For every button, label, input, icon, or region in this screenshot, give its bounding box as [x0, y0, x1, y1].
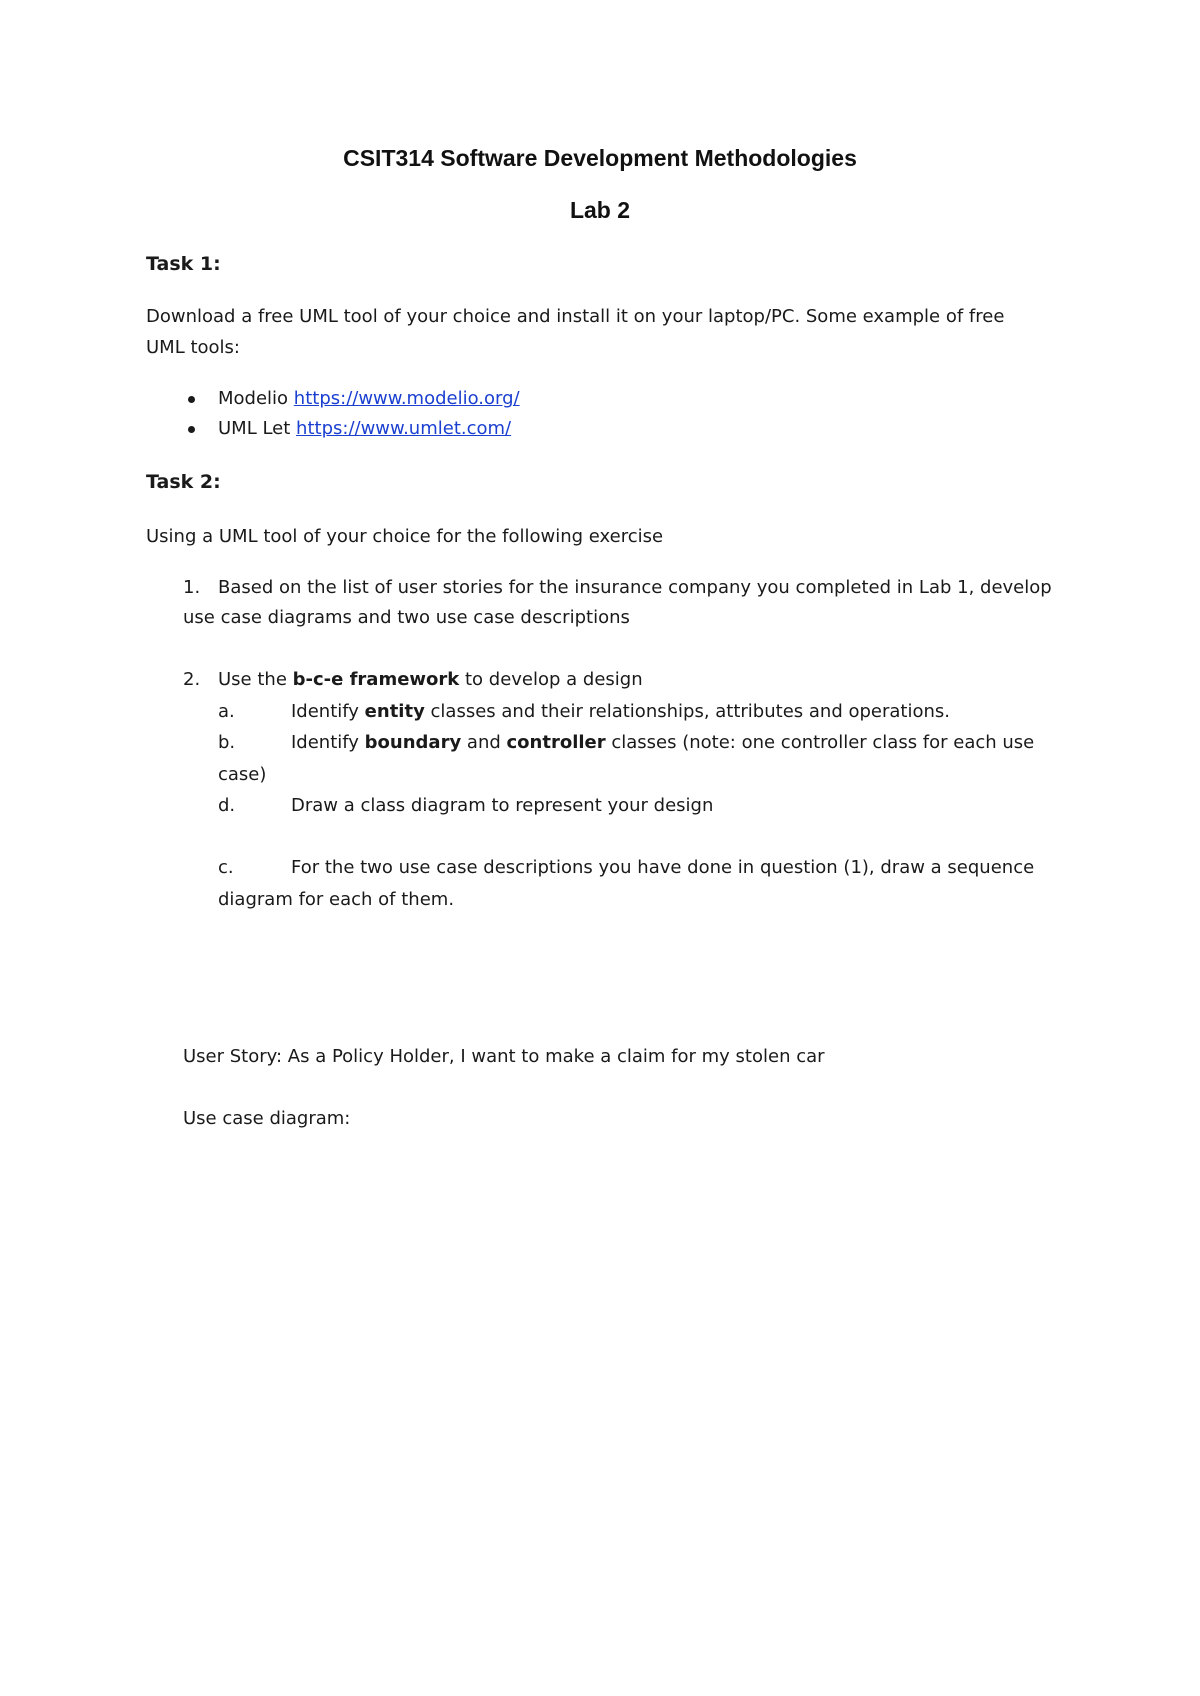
modelio-link[interactable]: https://www.modelio.org/	[293, 388, 520, 409]
item1-line2: use case diagrams and two use case descriptions	[183, 607, 630, 628]
bullet-icon	[188, 426, 195, 433]
document-title: CSIT314 Software Development Methodologies	[343, 145, 857, 171]
task2-heading: Task 2:	[146, 471, 221, 493]
entity-term: entity	[364, 701, 425, 722]
umlet-link[interactable]: https://www.umlet.com/	[296, 418, 512, 439]
tool-name: Modelio	[218, 388, 289, 409]
user-story: User Story: As a Policy Holder, I want to make a claim for my stolen car	[183, 1046, 825, 1067]
sub-a-text: Identify entity classes and their relationships, attributes and operations.	[291, 701, 950, 722]
controller-term: controller	[506, 732, 606, 753]
sub-d-text: Draw a class diagram to represent your design	[291, 795, 714, 816]
sub-c-line1: For the two use case descriptions you have done in question (1), draw a sequence	[291, 857, 1035, 878]
sub-b-letter: b.	[218, 732, 236, 753]
bce-framework-term: b-c-e framework	[292, 669, 460, 690]
sub-d-letter: d.	[218, 795, 236, 816]
task1-paragraph-line1: Download a free UML tool of your choice and install it on your laptop/PC. Some example of free	[146, 306, 1005, 327]
task2-intro: Using a UML tool of your choice for the following exercise	[146, 526, 664, 547]
task1-heading: Task 1:	[146, 253, 221, 275]
sub-c-line2: diagram for each of them.	[218, 889, 455, 910]
boundary-term: boundary	[364, 732, 462, 753]
use-case-diagram-label: Use case diagram:	[183, 1108, 351, 1129]
sub-b-line2: case)	[218, 764, 267, 785]
item2-number: 2.	[183, 669, 201, 690]
item1-line1: Based on the list of user stories for the insurance company you completed in Lab 1, develop	[218, 577, 1052, 598]
sub-a-letter: a.	[218, 701, 235, 722]
tool-name: UML Let	[218, 418, 291, 439]
sub-c-letter: c.	[218, 857, 234, 878]
item1-number: 1.	[183, 577, 201, 598]
bullet-icon	[188, 396, 195, 403]
sub-b-text: Identify boundary and controller classes (note: one controller class for each use	[291, 732, 1035, 753]
document-subtitle: Lab 2	[569, 197, 631, 223]
task1-paragraph-line2: UML tools:	[146, 337, 240, 358]
item2-line: Use the b-c-e framework to develop a design	[218, 669, 643, 690]
